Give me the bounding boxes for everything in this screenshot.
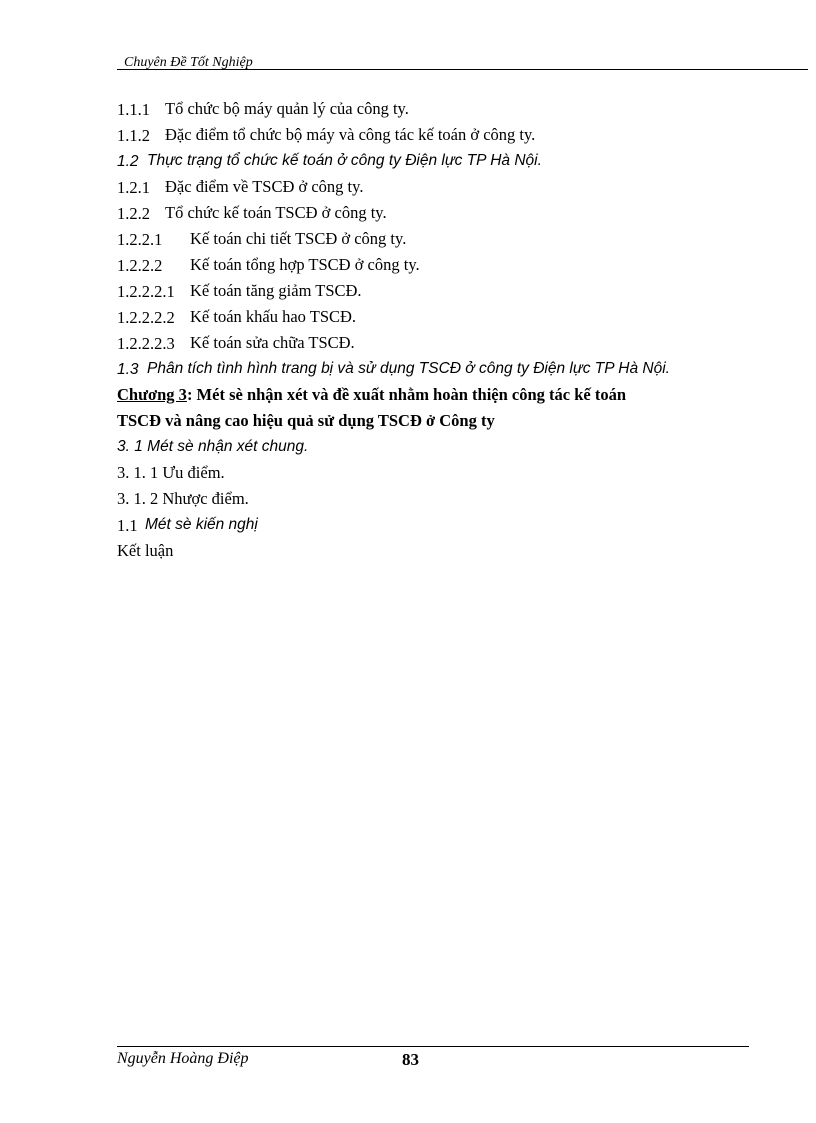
toc-number: 1.2.2.2.3 xyxy=(117,334,175,353)
toc-item-1-2-2 xyxy=(117,200,737,226)
chapter-3-title-line-2: TSCĐ và nâng cao hiệu quả sử dụng TSCĐ ở Công ty xyxy=(117,411,495,430)
toc-number: 1.2.2.1 xyxy=(117,230,163,249)
chapter-3-heading xyxy=(117,382,737,408)
toc-text: Đặc điểm về TSCĐ ở công ty. xyxy=(165,177,364,196)
toc-text: Thực trạng tổ chức kế toán ở công ty Điện lực TP Hà Nội. xyxy=(147,152,542,169)
toc-text: Tổ chức bộ máy quản lý của công ty. xyxy=(165,99,409,118)
toc-text: 3. 1. 1 Ưu điểm. xyxy=(117,463,225,482)
toc-number: 1.2.2 xyxy=(117,204,150,223)
toc-item-1-1-1 xyxy=(117,96,737,122)
toc-item-1-2-2-2-1 xyxy=(117,278,737,304)
page-number: 83 xyxy=(402,1050,419,1069)
toc-item-1-2-2-2 xyxy=(117,252,737,278)
toc-item-1-2-2-2-3 xyxy=(117,330,737,356)
page-header-title: Chuyên Đề Tốt Nghiệp xyxy=(124,55,253,70)
toc-number: 1.2 xyxy=(117,153,139,170)
toc-item-1-2-2-2-2 xyxy=(117,304,737,330)
toc-number: 1.1.1 xyxy=(117,100,150,119)
header-divider xyxy=(117,69,808,70)
toc-item-1-3 xyxy=(117,356,737,382)
table-of-contents xyxy=(117,96,737,564)
toc-item-1-2-1 xyxy=(117,174,737,200)
conclusion-text: Kết luận xyxy=(117,541,174,560)
toc-text: Kế toán chi tiết TSCĐ ở công ty. xyxy=(190,229,407,248)
toc-text: Kế toán tăng giảm TSCĐ. xyxy=(190,281,362,300)
footer-divider xyxy=(117,1046,749,1047)
toc-item-3-2 xyxy=(117,512,737,538)
toc-item-3-1-2 xyxy=(117,486,737,512)
toc-item-3-1 xyxy=(117,434,737,460)
toc-item-1-1-2 xyxy=(117,122,737,148)
toc-number: 1.2.1 xyxy=(117,178,150,197)
toc-number: 1.3 xyxy=(117,361,139,378)
toc-text: Phân tích tình hình trang bị và sử dụng TSCĐ ở công ty Điện lực TP Hà Nội. xyxy=(147,360,670,377)
chapter-3-heading-cont xyxy=(117,408,737,434)
toc-number: 1.2.2.2.2 xyxy=(117,308,175,327)
toc-text: Kế toán khấu hao TSCĐ. xyxy=(190,307,357,326)
toc-text: Mét sè kiến nghị xyxy=(145,516,258,533)
toc-number: 1.2.2.2.1 xyxy=(117,282,175,301)
toc-text: Kế toán sửa chữa TSCĐ. xyxy=(190,333,355,352)
toc-text: Đặc điểm tổ chức bộ máy và công tác kế toán ở công ty. xyxy=(165,125,536,144)
toc-text: 3. 1 Mét sè nhận xét chung. xyxy=(117,438,309,455)
toc-text: Kế toán tổng hợp TSCĐ ở công ty. xyxy=(190,255,420,274)
chapter-3-label: Chương 3 xyxy=(117,385,187,404)
toc-item-1-2 xyxy=(117,148,737,174)
chapter-3-title-line-1: : Mét sè nhận xét và đề xuất nhằm hoàn thiện công tác kế toán xyxy=(186,385,627,404)
toc-number: 1.1.2 xyxy=(117,126,150,145)
toc-item-3-1-1 xyxy=(117,460,737,486)
toc-item-1-2-2-1 xyxy=(117,226,737,252)
toc-text: 3. 1. 2 Nhược điểm. xyxy=(117,489,249,508)
footer-author: Nguyễn Hoàng Điệp xyxy=(117,1050,249,1067)
toc-text: Tổ chức kế toán TSCĐ ở công ty. xyxy=(165,203,387,222)
toc-number: 1.1 xyxy=(117,516,138,535)
toc-conclusion xyxy=(117,538,737,564)
toc-number: 1.2.2.2 xyxy=(117,256,163,275)
